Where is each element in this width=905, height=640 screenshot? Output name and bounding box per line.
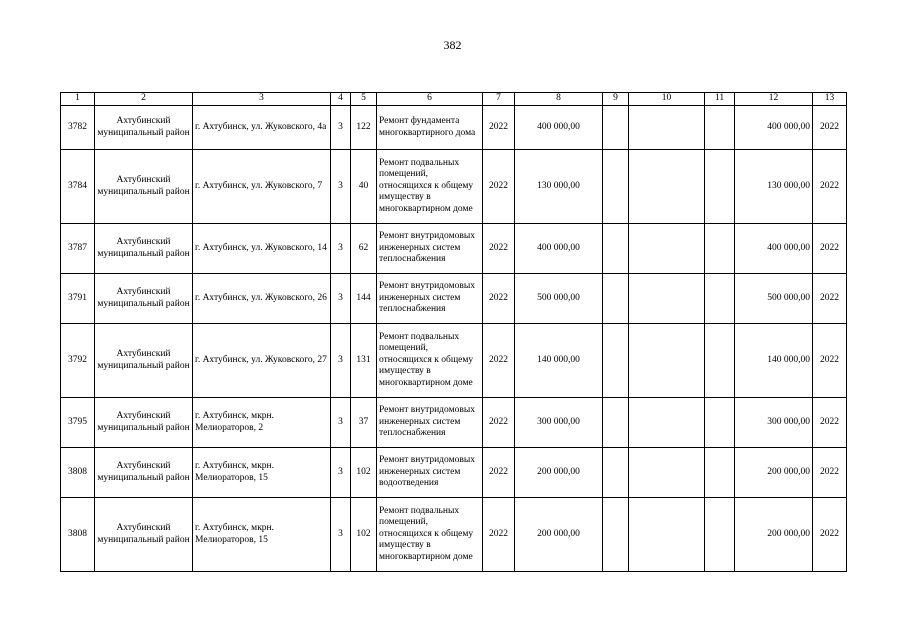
address-cell: г. Ахтубинск, ул. Жуковского, 26 xyxy=(193,274,331,324)
column-header: 10 xyxy=(629,93,705,106)
column-10-cell xyxy=(629,398,705,448)
column-9-cell xyxy=(603,224,629,274)
column-5-cell: 37 xyxy=(351,398,377,448)
year-cell: 2022 xyxy=(483,274,515,324)
column-9-cell xyxy=(603,398,629,448)
column-5-cell: 102 xyxy=(351,448,377,498)
column-4-cell: 3 xyxy=(331,224,351,274)
year-end-cell: 2022 xyxy=(813,224,847,274)
year-end-cell: 2022 xyxy=(813,324,847,398)
column-10-cell xyxy=(629,106,705,150)
column-10-cell xyxy=(629,498,705,572)
amount-cell: 200 000,00 xyxy=(515,448,603,498)
column-10-cell xyxy=(629,448,705,498)
column-header: 4 xyxy=(331,93,351,106)
amount-cell: 300 000,00 xyxy=(515,398,603,448)
column-9-cell xyxy=(603,150,629,224)
column-4-cell: 3 xyxy=(331,150,351,224)
year-cell: 2022 xyxy=(483,398,515,448)
year-end-cell: 2022 xyxy=(813,398,847,448)
column-header: 2 xyxy=(95,93,193,106)
address-cell: г. Ахтубинск, ул. Жуковского, 4а xyxy=(193,106,331,150)
column-5-cell: 40 xyxy=(351,150,377,224)
column-9-cell xyxy=(603,324,629,398)
total-amount-cell: 400 000,00 xyxy=(735,224,813,274)
amount-cell: 400 000,00 xyxy=(515,106,603,150)
year-cell: 2022 xyxy=(483,324,515,398)
work-type-cell: Ремонт подвальных помещений, относящихся к общему имуществу в многоквартирном доме xyxy=(377,498,483,572)
column-10-cell xyxy=(629,150,705,224)
work-type-cell: Ремонт внутридомовых инженерных систем теплоснабжения xyxy=(377,274,483,324)
district-cell: Ахтубинский муниципальный район xyxy=(95,274,193,324)
column-11-cell xyxy=(705,324,735,398)
column-4-cell: 3 xyxy=(331,498,351,572)
amount-cell: 140 000,00 xyxy=(515,324,603,398)
district-cell: Ахтубинский муниципальный район xyxy=(95,398,193,448)
work-type-cell: Ремонт подвальных помещений, относящихся к общему имуществу в многоквартирном доме xyxy=(377,324,483,398)
column-5-cell: 122 xyxy=(351,106,377,150)
table-row xyxy=(61,498,847,572)
address-cell: г. Ахтубинск, ул. Жуковского, 7 xyxy=(193,150,331,224)
year-end-cell: 2022 xyxy=(813,274,847,324)
column-11-cell xyxy=(705,498,735,572)
table-row xyxy=(61,150,847,224)
total-amount-cell: 130 000,00 xyxy=(735,150,813,224)
record-number: 3808 xyxy=(61,498,95,572)
page-number: 382 xyxy=(443,38,462,52)
capital-repair-table xyxy=(60,92,847,572)
column-5-cell: 144 xyxy=(351,274,377,324)
total-amount-cell: 200 000,00 xyxy=(735,448,813,498)
table-row xyxy=(61,106,847,150)
table-row xyxy=(61,274,847,324)
table-row xyxy=(61,324,847,398)
column-header: 7 xyxy=(483,93,515,106)
column-header: 12 xyxy=(735,93,813,106)
column-9-cell xyxy=(603,274,629,324)
amount-cell: 500 000,00 xyxy=(515,274,603,324)
year-cell: 2022 xyxy=(483,448,515,498)
column-5-cell: 131 xyxy=(351,324,377,398)
record-number: 3792 xyxy=(61,324,95,398)
column-header: 9 xyxy=(603,93,629,106)
record-number: 3791 xyxy=(61,274,95,324)
column-10-cell xyxy=(629,274,705,324)
district-cell: Ахтубинский муниципальный район xyxy=(95,498,193,572)
district-cell: Ахтубинский муниципальный район xyxy=(95,324,193,398)
address-cell: г. Ахтубинск, мкрн. Мелиораторов, 15 xyxy=(193,448,331,498)
table-row xyxy=(61,398,847,448)
amount-cell: 400 000,00 xyxy=(515,224,603,274)
total-amount-cell: 500 000,00 xyxy=(735,274,813,324)
year-end-cell: 2022 xyxy=(813,498,847,572)
column-11-cell xyxy=(705,398,735,448)
column-4-cell: 3 xyxy=(331,274,351,324)
record-number: 3787 xyxy=(61,224,95,274)
column-11-cell xyxy=(705,224,735,274)
year-end-cell: 2022 xyxy=(813,150,847,224)
year-cell: 2022 xyxy=(483,106,515,150)
column-4-cell: 3 xyxy=(331,106,351,150)
district-cell: Ахтубинский муниципальный район xyxy=(95,224,193,274)
address-cell: г. Ахтубинск, ул. Жуковского, 27 xyxy=(193,324,331,398)
column-4-cell: 3 xyxy=(331,398,351,448)
record-number: 3808 xyxy=(61,448,95,498)
record-number: 3795 xyxy=(61,398,95,448)
year-cell: 2022 xyxy=(483,150,515,224)
amount-cell: 130 000,00 xyxy=(515,150,603,224)
column-header: 6 xyxy=(377,93,483,106)
district-cell: Ахтубинский муниципальный район xyxy=(95,106,193,150)
column-5-cell: 102 xyxy=(351,498,377,572)
column-header: 1 xyxy=(61,93,95,106)
address-cell: г. Ахтубинск, мкрн. Мелиораторов, 2 xyxy=(193,398,331,448)
table-row xyxy=(61,224,847,274)
header-row xyxy=(61,93,847,106)
total-amount-cell: 300 000,00 xyxy=(735,398,813,448)
column-5-cell: 62 xyxy=(351,224,377,274)
column-header: 13 xyxy=(813,93,847,106)
table-row xyxy=(61,448,847,498)
column-9-cell xyxy=(603,498,629,572)
total-amount-cell: 140 000,00 xyxy=(735,324,813,398)
work-type-cell: Ремонт фундамента многоквартирного дома xyxy=(377,106,483,150)
address-cell: г. Ахтубинск, ул. Жуковского, 14 xyxy=(193,224,331,274)
column-11-cell xyxy=(705,274,735,324)
amount-cell: 200 000,00 xyxy=(515,498,603,572)
record-number: 3782 xyxy=(61,106,95,150)
column-header: 3 xyxy=(193,93,331,106)
address-cell: г. Ахтубинск, мкрн. Мелиораторов, 15 xyxy=(193,498,331,572)
column-4-cell: 3 xyxy=(331,324,351,398)
district-cell: Ахтубинский муниципальный район xyxy=(95,448,193,498)
work-type-cell: Ремонт внутридомовых инженерных систем теплоснабжения xyxy=(377,398,483,448)
year-end-cell: 2022 xyxy=(813,448,847,498)
work-type-cell: Ремонт внутридомовых инженерных систем теплоснабжения xyxy=(377,224,483,274)
total-amount-cell: 200 000,00 xyxy=(735,498,813,572)
column-11-cell xyxy=(705,448,735,498)
column-9-cell xyxy=(603,448,629,498)
record-number: 3784 xyxy=(61,150,95,224)
year-cell: 2022 xyxy=(483,224,515,274)
column-header: 11 xyxy=(705,93,735,106)
column-header: 8 xyxy=(515,93,603,106)
year-end-cell: 2022 xyxy=(813,106,847,150)
column-4-cell: 3 xyxy=(331,448,351,498)
column-10-cell xyxy=(629,324,705,398)
district-cell: Ахтубинский муниципальный район xyxy=(95,150,193,224)
column-11-cell xyxy=(705,106,735,150)
total-amount-cell: 400 000,00 xyxy=(735,106,813,150)
column-9-cell xyxy=(603,106,629,150)
column-11-cell xyxy=(705,150,735,224)
work-type-cell: Ремонт внутридомовых инженерных систем водоотведения xyxy=(377,448,483,498)
column-10-cell xyxy=(629,224,705,274)
work-type-cell: Ремонт подвальных помещений, относящихся к общему имуществу в многоквартирном доме xyxy=(377,150,483,224)
year-cell: 2022 xyxy=(483,498,515,572)
column-header: 5 xyxy=(351,93,377,106)
